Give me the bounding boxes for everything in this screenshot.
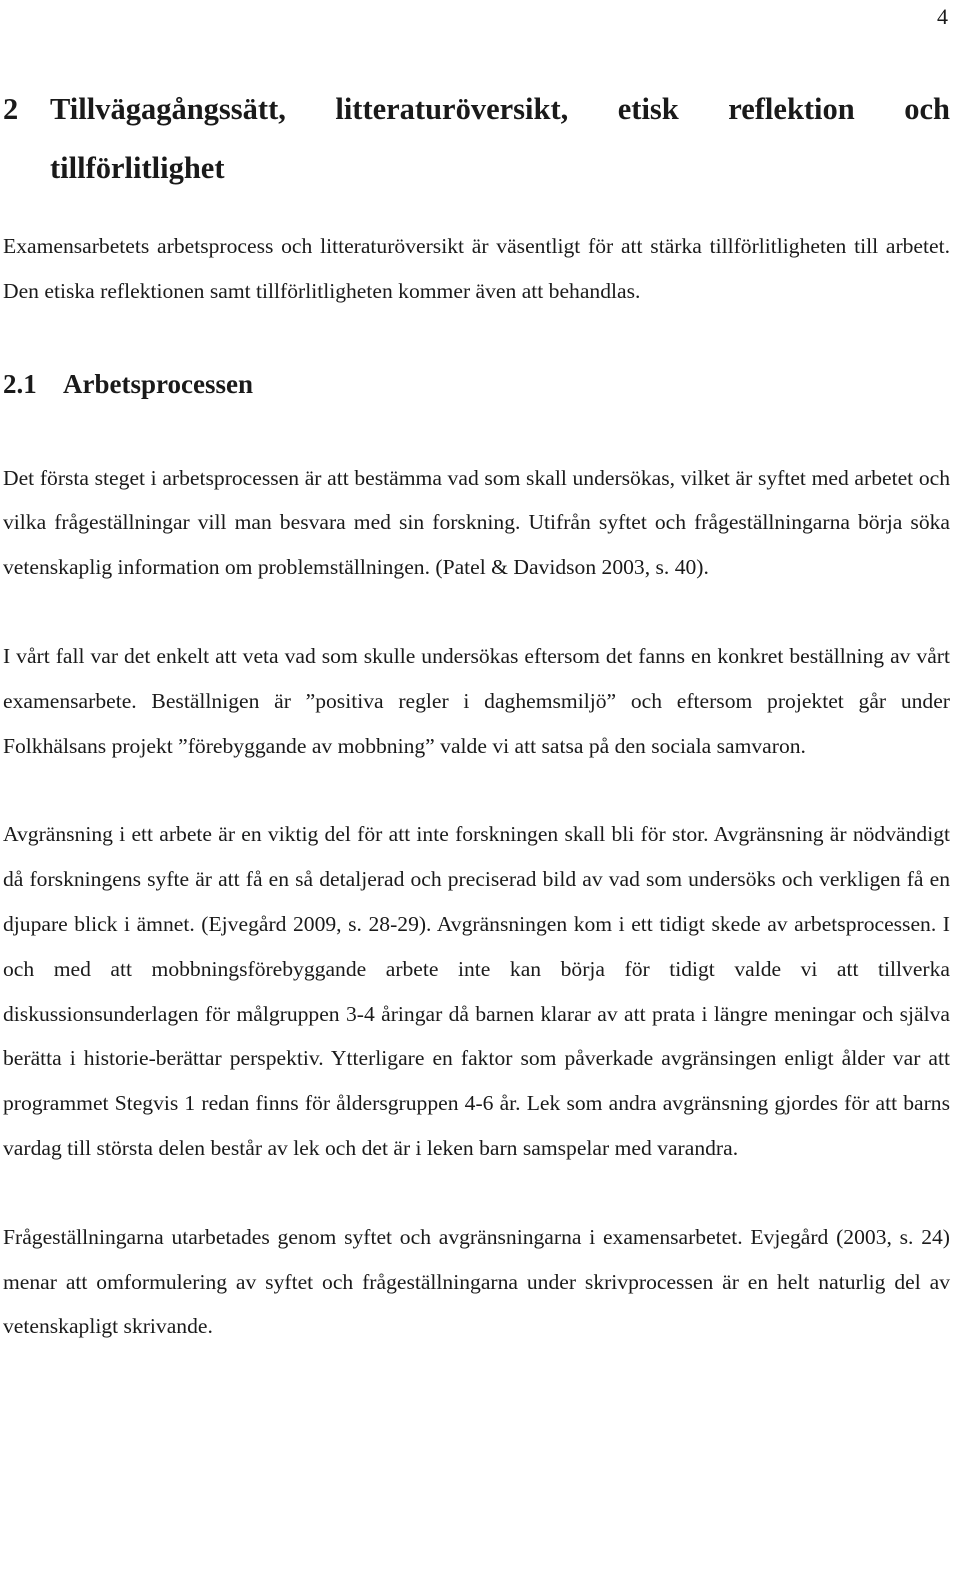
body-paragraph-2: I vårt fall var det enkelt att veta vad som skulle undersökas eftersom det fanns en konkret beställning av vårt examensarbete. Beställnigen är ”positiva regler i daghemsmiljö” och eftersom projektet går under Folkhälsans projekt ”förebyggande av mobbning” valde vi att satsa på den sociala samvaron. <box>3 643 950 758</box>
section-title: Arbetsprocessen <box>63 368 253 399</box>
body-paragraph-1: Det första steget i arbetsprocessen är att bestämma vad som skall undersökas, vilket är syftet med arbetet och vilka frågeställningar vill man besvara med sin forskning. Utifrån syftet och frågeställningarna börja söka vetenskaplig information om problemställningen. (Patel & Davidson 2003, s. 40). <box>3 465 950 580</box>
page-number: 4 <box>937 4 948 29</box>
intro-paragraph: Examensarbetets arbetsprocess och litteraturöversikt är väsentligt för att stärka tillförlitligheten till arbetet. Den etiska reflektionen samt tillförlitligheten kommer även att behandlas. <box>3 234 950 303</box>
section-number: 2.1 <box>3 368 37 399</box>
body-paragraph-3: Avgränsning i ett arbete är en viktig del för att inte forskningen skall bli för stor. Avgränsning är nödvändigt då forskningens syfte är att få en så detaljerad och preciserad bild av vad som undersöks och verkligen få en djupare blick i ämnet. (Ejvegård 2009, s. 28-29). Avgränsningen kom i ett tidigt skede av arbetsprocessen. I och med att mobbningsförebyggande arbete inte kan börja för tidigt valde vi att tillverka diskussionsunderlagen för målgruppen 3-4 åringar då barnen klarar av att prata i längre meningar och själva berätta i historie-berättar perspektiv. Ytterligare en faktor som påverkade avgränsingen enligt ålder var att programmet Stegvis 1 redan finns för åldersgruppen 4-6 år. Lek som andra avgränsning gjordes för att barns vardag till största delen består av lek och det är i leken barn samspelar med varandra. <box>3 822 950 1160</box>
chapter-title: Tillvägagångssätt, litteraturöversikt, etisk reflektion och tillförlitlighet <box>50 92 950 185</box>
chapter-number: 2 <box>3 92 19 126</box>
section-heading <box>3 366 950 402</box>
body-paragraph-4: Frågeställningarna utarbetades genom syftet och avgränsningarna i examensarbetet. Evjegård (2003, s. 24) menar att omformulering av syftet och frågeställningarna under skrivprocessen är en helt naturlig del av vetenskapligt skrivande. <box>3 1224 950 1339</box>
chapter-heading <box>3 80 950 198</box>
document-body <box>3 80 950 1349</box>
